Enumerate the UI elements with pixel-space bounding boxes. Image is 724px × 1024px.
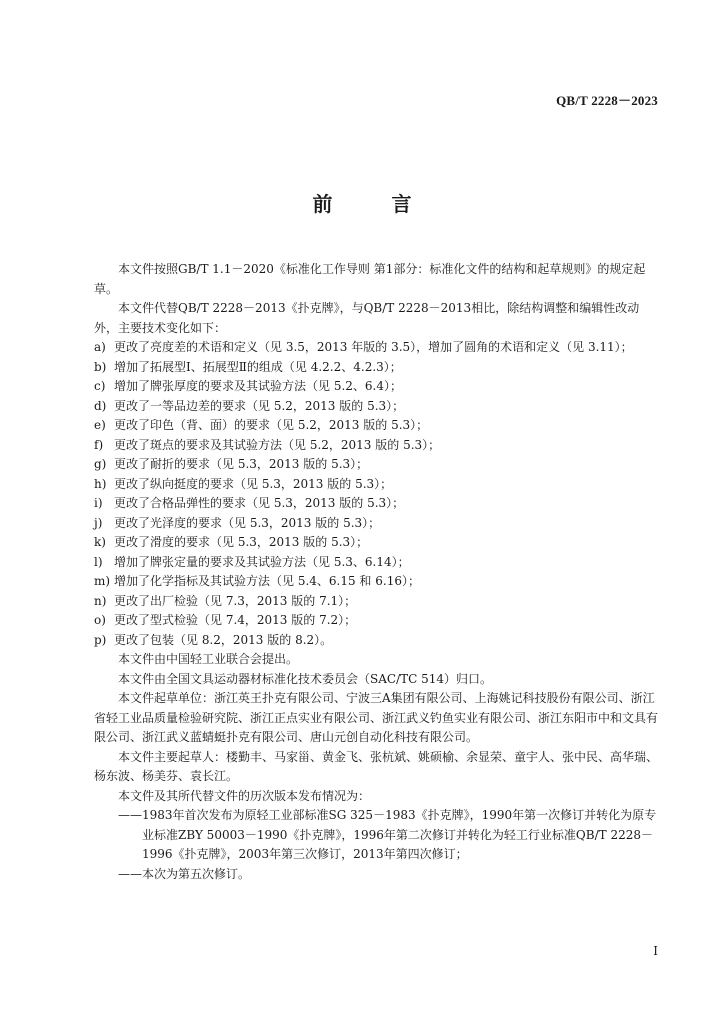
paragraph-drafters: 本文件主要起草人：楼勤丰、马家甾、黄金飞、张杭斌、姚硕榆、余显荣、童宇人、张中民、高华瑞、杨东波、杨美芬、袁长江。 <box>94 749 659 783</box>
list-item-text: 更改了型式检验（见 7.4，2013 版的 7.2）； <box>114 613 357 627</box>
list-item <box>94 397 660 417</box>
list-marker: i) <box>94 496 103 510</box>
list-item <box>94 533 660 553</box>
list-marker: m) <box>94 574 111 588</box>
list-item-text: 更改了斑点的要求及其试验方法（见 5.2，2013 版的 5.3）； <box>114 437 441 452</box>
list-item-text: 更改了包装（见 8.2，2013 版的 8.2）。 <box>114 632 333 647</box>
technical-changes-list <box>94 338 660 650</box>
list-item-text: 增加了牌张厚度的要求及其试验方法（见 5.2、6.4）； <box>114 379 402 393</box>
list-item <box>94 494 660 514</box>
list-marker: n) <box>94 593 107 608</box>
list-item-text: 更改了印色（背、面）的要求（见 5.2，2013 版的 5.3）； <box>114 418 429 432</box>
list-marker: e) <box>94 418 106 432</box>
paragraph-history-intro: 本文件及其所代替文件的历次版本发布情况为： <box>118 788 371 803</box>
list-item <box>94 611 660 631</box>
list-marker: c) <box>94 379 106 393</box>
list-marker: l) <box>94 554 103 569</box>
page-title: 前 言 <box>312 192 438 216</box>
list-item-text: 增加了化学指标及其试验方法（见 5.4、6.15 和 6.16）； <box>114 574 420 588</box>
paragraph-proposed-by: 本文件由中国轻工业联合会提出。 <box>118 652 299 666</box>
list-item <box>94 631 660 651</box>
list-item <box>94 572 660 592</box>
history-item: ——1983年首次发布为原轻工业部标准SG 325－1983《扑克牌》，1990年第一次修订并转化为原专业标准ZBY 50003－1990《扑克牌》，1996年第二次修订并转化为轻工行业标准QB/T 2228－1996《扑克牌》，2003年第三次修订，2013年第四次修订； <box>118 808 657 861</box>
list-item <box>94 514 660 534</box>
paragraph-drafting-units: 本文件起草单位：浙江英王扑克有限公司、宁波三A集团有限公司、上海姚记科技股份有限公司、浙江省轻工业品质量检验研究院、浙江正点实业有限公司、浙江武义钓鱼实业有限公司、浙江东阳市中和文具有限公司、浙江武义蓝蜻蜓扑克有限公司、唐山元创自动化科技有限公司。 <box>94 691 659 744</box>
list-marker: o) <box>94 613 106 627</box>
paragraph-replacement: 本文件代替QB/T 2228－2013《扑克牌》，与QB/T 2228－2013相比，除结构调整和编辑性改动外，主要技术变化如下： <box>94 301 640 335</box>
history-item: ——本次为第五次修订。 <box>118 866 251 881</box>
list-item-text: 更改了纵向挺度的要求（见 5.3，2013 版的 5.3）； <box>114 476 393 491</box>
list-marker: a) <box>94 340 106 354</box>
list-item <box>94 592 660 612</box>
list-marker: p) <box>94 632 107 647</box>
page-number: I <box>653 944 658 958</box>
list-item-text: 更改了一等品边差的要求（见 5.2，2013 版的 5.3）； <box>114 398 405 413</box>
list-marker: d) <box>94 398 107 413</box>
list-marker: g) <box>94 457 107 471</box>
history-list <box>94 806 660 884</box>
list-marker: j) <box>94 515 103 530</box>
list-marker: k) <box>94 535 106 549</box>
list-marker: h) <box>94 476 107 491</box>
paragraph-drafting-rules: 本文件按照GB/T 1.1－2020《标准化工作导则 第1部分：标准化文件的结构和起草规则》的规定起草。 <box>94 262 646 296</box>
paragraph-managed-by: 本文件由全国文具运动器材标准化技术委员会（SAC/TC 514）归口。 <box>118 671 493 686</box>
list-item-text: 增加了拓展型Ⅰ、拓展型Ⅱ的组成（见 4.2.2、4.2.3）； <box>114 359 402 374</box>
list-item-text: 更改了滑度的要求（见 5.3，2013 版的 5.3）； <box>114 535 369 549</box>
list-item <box>94 416 660 436</box>
list-marker: f) <box>94 437 104 452</box>
list-item <box>94 358 660 378</box>
list-item-text: 更改了耐折的要求（见 5.3，2013 版的 5.3）； <box>114 457 369 471</box>
list-item-text: 更改了光泽度的要求（见 5.3，2013 版的 5.3）； <box>114 515 381 530</box>
list-marker: b) <box>94 359 107 374</box>
list-item <box>94 553 660 573</box>
list-item-text: 增加了牌张定量的要求及其试验方法（见 5.3、6.14）； <box>114 554 410 569</box>
list-item <box>94 377 660 397</box>
list-item <box>94 436 660 456</box>
list-item-text: 更改了亮度差的术语和定义（见 3.5，2013 年版的 3.5），增加了圆角的术语和定义（见 3.11）； <box>114 340 633 354</box>
list-item <box>94 455 660 475</box>
list-item <box>94 338 660 358</box>
list-item-text: 更改了合格品弹性的要求（见 5.3，2013 版的 5.3）； <box>114 496 405 510</box>
document-body <box>94 260 660 884</box>
standard-code-header: QB/T 2228－2023 <box>556 93 658 108</box>
list-item-text: 更改了出厂检验（见 7.3，2013 版的 7.1）； <box>114 593 357 608</box>
list-item <box>94 475 660 495</box>
